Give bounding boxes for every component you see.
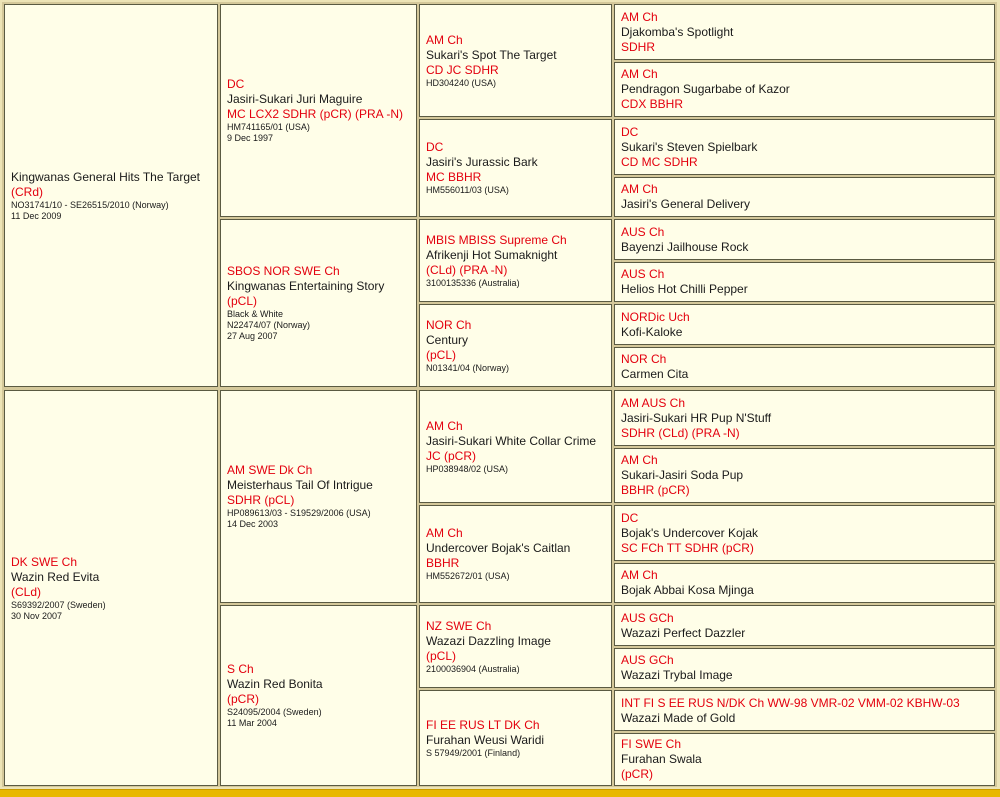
dog-name[interactable]: Kingwanas Entertaining Story: [227, 279, 385, 293]
dog-suffix: SC FCh TT SDHR (pCR): [621, 540, 754, 555]
dog-titles: AM Ch: [621, 67, 658, 81]
dog-titles: DC: [621, 510, 639, 525]
dog-titles: DK SWE Ch: [11, 554, 78, 569]
dog-titles: DC: [227, 77, 245, 91]
dog-suffix: CDX BBHR: [621, 97, 684, 111]
dog-titles: INT FI S EE RUS N/DK Ch WW-98 VMR-02 VMM-02 KBHW-03: [621, 695, 960, 710]
registration: HP089613/03 - S19529/2006 (USA): [227, 508, 371, 518]
pedigree-cell-gen4: [614, 262, 995, 302]
dog-titles: AM Ch: [621, 453, 658, 467]
dog-name[interactable]: Furahan Swala: [621, 752, 702, 766]
dog-suffix: (pCL): [426, 648, 457, 663]
dog-name[interactable]: Furahan Weusi Waridi: [426, 732, 545, 747]
dog-name[interactable]: Kofi-Kaloke: [621, 324, 683, 339]
dog-titles: AM Ch: [621, 182, 658, 196]
pedigree-cell-gen4: [614, 648, 995, 688]
pedigree-cell-gen4: [614, 177, 995, 217]
registration: HM556011/03 (USA): [426, 185, 509, 195]
dog-name[interactable]: Jasiri-Sukari Juri Maguire: [227, 92, 363, 106]
pedigree-cell-dam: [4, 390, 218, 786]
registration: N01341/04 (Norway): [426, 362, 510, 373]
dog-name[interactable]: Jasiri's General Delivery: [621, 197, 750, 211]
dog-titles: AUS GCh: [621, 653, 674, 667]
registration: S69392/2007 (Sweden): [11, 599, 106, 610]
dog-titles: DC: [621, 124, 639, 139]
registration: S 57949/2001 (Finland): [426, 747, 521, 758]
dog-titles: AUS Ch: [621, 224, 665, 239]
dog-suffix: (CLd) (PRA -N): [426, 262, 508, 277]
dog-titles: SBOS NOR SWE Ch: [227, 264, 340, 278]
pedigree-cell-gen3: [419, 4, 612, 117]
dog-suffix: SDHR (pCL): [227, 493, 295, 507]
dog-titles: AUS Ch: [621, 267, 665, 281]
dog-name[interactable]: Wazazi Trybal Image: [621, 668, 733, 682]
pedigree-cell-gen2: [220, 219, 417, 387]
dog-titles: AM Ch: [426, 526, 463, 540]
dog-titles: DC: [426, 140, 444, 154]
pedigree-cell-gen2: [220, 605, 417, 786]
registration: HM741165/01 (USA): [227, 122, 310, 132]
dog-name[interactable]: Meisterhaus Tail Of Intrigue: [227, 478, 373, 492]
dog-suffix: CD MC SDHR: [621, 154, 698, 169]
dog-name[interactable]: Undercover Bojak's Caitlan: [426, 541, 571, 555]
registration: NO31741/10 - SE26515/2010 (Norway): [11, 199, 169, 210]
dog-suffix: (pCR): [227, 692, 259, 706]
pedigree-table: [2, 2, 997, 787]
birth-date: 9 Dec 1997: [227, 133, 274, 143]
dog-titles: NOR Ch: [426, 317, 472, 332]
pedigree-cell-gen3: [419, 119, 612, 217]
registration: N22474/07 (Norway): [227, 320, 311, 330]
dog-name[interactable]: Helios Hot Chilli Pepper: [621, 282, 748, 296]
color: Black & White: [227, 309, 284, 319]
dog-titles: AM Ch: [621, 9, 658, 24]
pedigree-cell-gen3: [419, 390, 612, 503]
dog-name[interactable]: Kingwanas General Hits The Target: [11, 169, 200, 184]
pedigree-cell-gen3: [419, 505, 612, 603]
dog-suffix: MC LCX2 SDHR (pCR) (PRA -N): [227, 107, 404, 121]
dog-name[interactable]: Djakomba's Spotlight: [621, 24, 734, 39]
dog-name[interactable]: Pendragon Sugarbabe of Kazor: [621, 82, 790, 96]
pedigree-cell-gen4: [614, 605, 995, 646]
dog-name[interactable]: Bayenzi Jailhouse Rock: [621, 239, 749, 254]
dog-titles: NOR Ch: [621, 352, 667, 366]
registration: HM552672/01 (USA): [426, 571, 510, 581]
dog-titles: AM Ch: [426, 32, 463, 47]
registration: 3100135336 (Australia): [426, 277, 520, 288]
dog-suffix: (pCL): [426, 347, 457, 362]
dog-name[interactable]: Sukari's Spot The Target: [426, 47, 557, 62]
birth-date: 11 Dec 2009: [11, 210, 62, 221]
dog-titles: FI SWE Ch: [621, 737, 682, 751]
dog-name[interactable]: Wazin Red Bonita: [227, 677, 323, 691]
dog-titles: NORDic Uch: [621, 309, 690, 324]
pedigree-cell-gen4: [614, 119, 995, 175]
dog-titles: AM Ch: [426, 418, 463, 433]
dog-suffix: MC BBHR: [426, 170, 482, 184]
pedigree-cell-gen3: [419, 605, 612, 688]
dog-name[interactable]: Wazin Red Evita: [11, 569, 100, 584]
dog-name[interactable]: Carmen Cita: [621, 367, 689, 381]
pedigree-cell-gen4: [614, 304, 995, 345]
pedigree-cell-sire: [4, 4, 218, 387]
pedigree-cell-gen2: [220, 390, 417, 603]
dog-name[interactable]: Sukari-Jasiri Soda Pup: [621, 468, 744, 482]
birth-date: 30 Nov 2007: [11, 610, 63, 621]
birth-date: 14 Dec 2003: [227, 519, 279, 529]
pedigree-cell-gen3: [419, 690, 612, 786]
dog-suffix: JC (pCR): [426, 448, 476, 463]
dog-name[interactable]: Wazazi Perfect Dazzler: [621, 625, 746, 640]
pedigree-cell-gen2: [220, 4, 417, 217]
birth-date: 27 Aug 2007: [227, 331, 278, 341]
registration: HD304240 (USA): [426, 77, 497, 88]
dog-suffix: BBHR: [426, 556, 460, 570]
registration: HP038948/02 (USA): [426, 463, 509, 474]
pedigree-cell-gen4: [614, 448, 995, 503]
dog-titles: AM AUS Ch: [621, 395, 686, 410]
dog-suffix: (pCR): [621, 767, 653, 781]
dog-titles: AUS GCh: [621, 610, 674, 625]
dog-suffix: (CRd): [11, 184, 43, 199]
dog-name[interactable]: Bojak Abbai Kosa Mjinga: [621, 583, 754, 597]
pedigree-cell-gen4: [614, 690, 995, 731]
dog-suffix: BBHR (pCR): [621, 483, 690, 497]
birth-date: 11 Mar 2004: [227, 718, 277, 728]
dog-name[interactable]: Bojak's Undercover Kojak: [621, 525, 759, 540]
dog-titles: FI EE RUS LT DK Ch: [426, 717, 540, 732]
pedigree-cell-gen3: [419, 219, 612, 302]
dog-titles: S Ch: [227, 662, 254, 676]
pedigree-cell-gen3: [419, 304, 612, 387]
dog-suffix: CD JC SDHR: [426, 62, 499, 77]
dog-titles: MBIS MBISS Supreme Ch: [426, 232, 567, 247]
dog-name[interactable]: Afrikenji Hot Sumaknight: [426, 247, 558, 262]
pedigree-cell-gen4: [614, 505, 995, 561]
dog-suffix: (CLd): [11, 584, 42, 599]
dog-suffix: SDHR (CLd) (PRA -N): [621, 425, 740, 440]
pedigree-cell-gen4: [614, 4, 995, 60]
dog-name[interactable]: Sukari's Steven Spielbark: [621, 139, 758, 154]
pedigree-cell-gen4: [614, 563, 995, 603]
pedigree-cell-gen4: [614, 390, 995, 446]
registration: 2100036904 (Australia): [426, 663, 520, 674]
dog-suffix: SDHR: [621, 39, 656, 54]
pedigree-cell-gen4: [614, 62, 995, 117]
pedigree-cell-gen4: [614, 219, 995, 260]
dog-suffix: (pCL): [227, 294, 258, 308]
registration: S24095/2004 (Sweden): [227, 707, 322, 717]
dog-name[interactable]: Jasiri-Sukari HR Pup N'Stuff: [621, 410, 772, 425]
dog-titles: AM SWE Dk Ch: [227, 463, 313, 477]
dog-name[interactable]: Wazazi Dazzling Image: [426, 633, 551, 648]
dog-name[interactable]: Jasiri's Jurassic Bark: [426, 155, 538, 169]
dog-name[interactable]: Jasiri-Sukari White Collar Crime: [426, 433, 597, 448]
pedigree-cell-gen4: [614, 347, 995, 387]
dog-titles: AM Ch: [621, 568, 658, 582]
pedigree-cell-gen4: [614, 733, 995, 786]
dog-name[interactable]: Wazazi Made of Gold: [621, 710, 736, 725]
dog-titles: NZ SWE Ch: [426, 618, 492, 633]
dog-name[interactable]: Century: [426, 332, 469, 347]
